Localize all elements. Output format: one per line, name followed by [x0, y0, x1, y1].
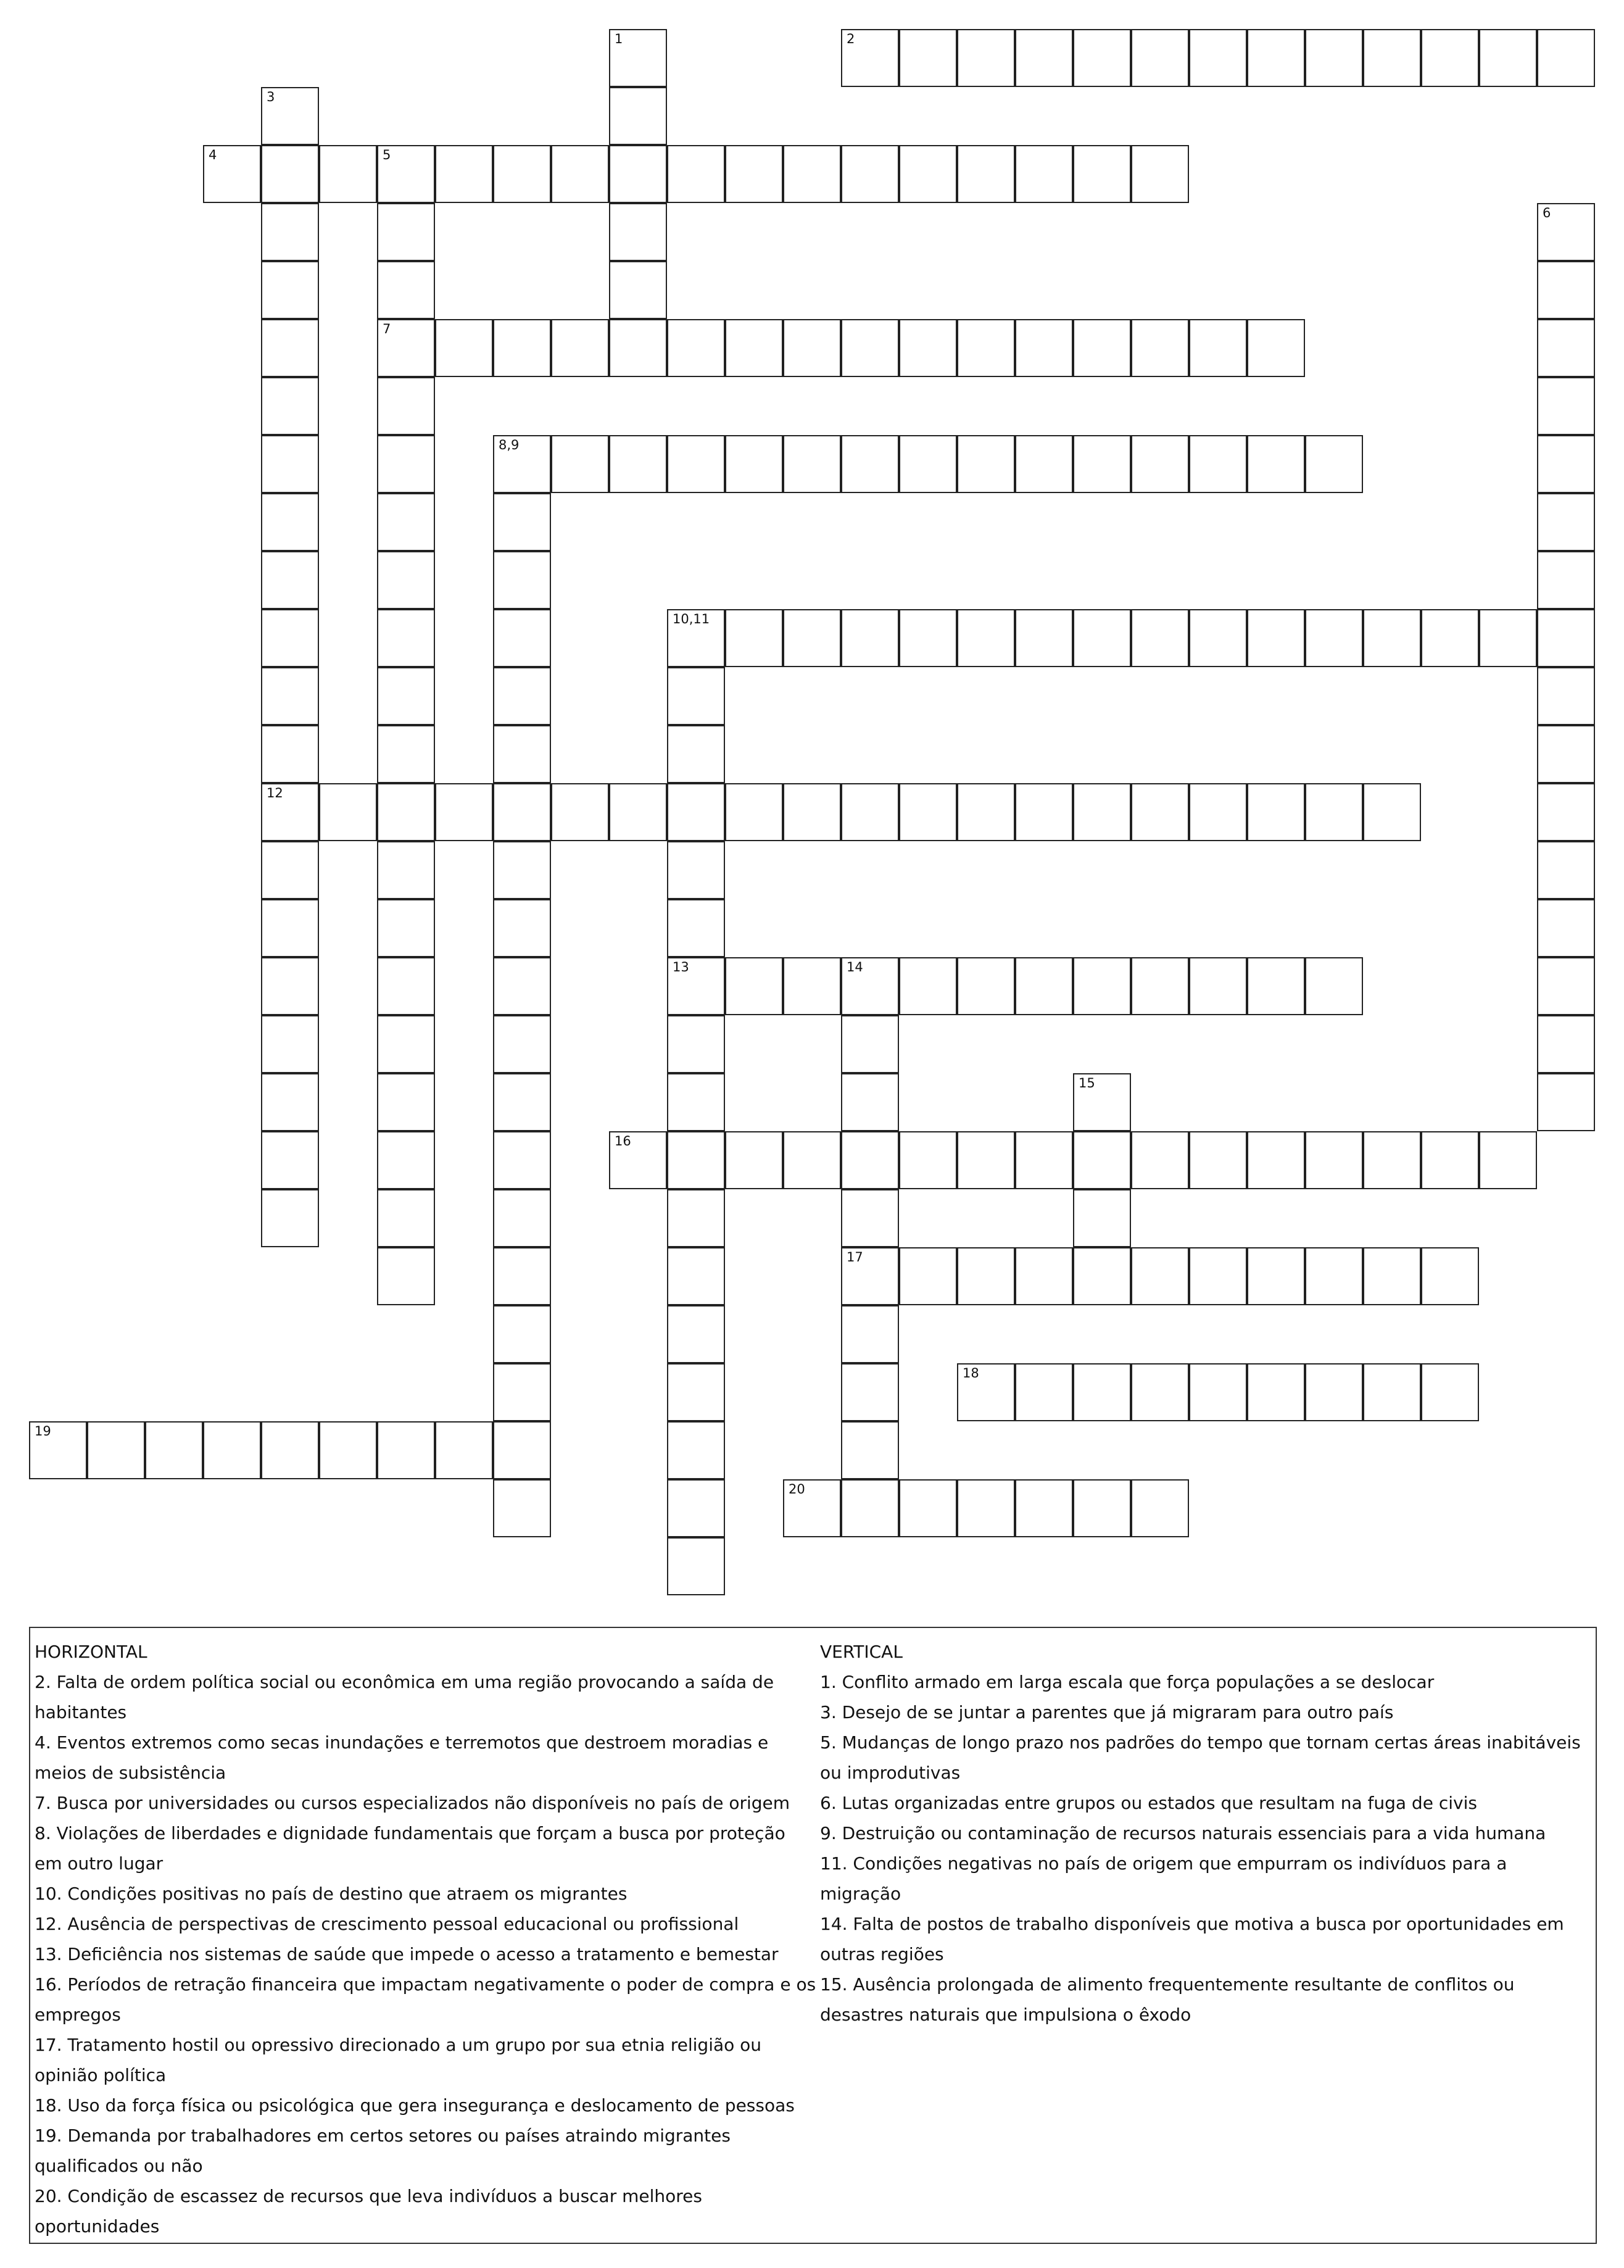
grid-cell[interactable]: [1247, 435, 1305, 493]
grid-cell[interactable]: [957, 1363, 1015, 1421]
grid-cell[interactable]: [957, 29, 1015, 87]
grid-cell[interactable]: [667, 957, 725, 1015]
clue-v-5: 5. Mudanças de longo prazo nos padrões do tempo que tornam certas áreas inabitáveis ou improdutivas: [820, 1732, 1581, 1783]
grid-cell[interactable]: [841, 29, 899, 87]
grid-cell[interactable]: [493, 435, 551, 493]
grid-cell[interactable]: [29, 1421, 87, 1479]
grid-cell[interactable]: [899, 783, 957, 841]
grid-cell[interactable]: [841, 783, 899, 841]
grid-cell[interactable]: [435, 145, 493, 203]
grid-cell[interactable]: [1305, 957, 1363, 1015]
grid-cell[interactable]: [1015, 609, 1073, 667]
grid-cell[interactable]: [493, 1421, 551, 1479]
clue-h-19: 19. Demanda por trabalhadores em certos setores ou países atraindo migrantes qualificados ou não: [35, 2125, 731, 2176]
clue-number: 16: [615, 1134, 631, 1149]
grid-cell[interactable]: [899, 435, 957, 493]
grid-cell[interactable]: [609, 203, 667, 261]
grid-cell[interactable]: [1363, 783, 1421, 841]
vertical-title: VERTICAL: [820, 1642, 903, 1662]
grid-cell[interactable]: [1421, 29, 1479, 87]
grid-cell[interactable]: [899, 1479, 957, 1537]
grid-cell[interactable]: [1247, 783, 1305, 841]
clue-h-17: 17. Tratamento hostil ou opressivo direcionado a um grupo por sua etnia religião ou opinião política: [35, 2035, 762, 2085]
grid-cell[interactable]: [841, 1073, 899, 1131]
grid-cell[interactable]: [377, 145, 435, 203]
grid-cell[interactable]: [377, 1247, 435, 1305]
grid-cell[interactable]: [841, 435, 899, 493]
grid-cell[interactable]: [783, 783, 841, 841]
grid-cell[interactable]: [261, 1131, 319, 1189]
grid-cell[interactable]: [1015, 29, 1073, 87]
grid-cell[interactable]: [609, 319, 667, 377]
grid-cell[interactable]: [493, 899, 551, 957]
grid-cell[interactable]: [493, 1189, 551, 1247]
grid-cell[interactable]: [377, 1421, 435, 1479]
clue-number: 12: [267, 786, 283, 800]
grid-cell[interactable]: [899, 609, 957, 667]
grid-cell[interactable]: [667, 1479, 725, 1537]
grid-cell[interactable]: [841, 1479, 899, 1537]
grid-cell[interactable]: [1421, 1131, 1479, 1189]
grid-cell[interactable]: [1189, 957, 1247, 1015]
grid-cell[interactable]: [1131, 29, 1189, 87]
grid-cell[interactable]: [783, 1479, 841, 1537]
grid-cell[interactable]: [1131, 435, 1189, 493]
grid-cell[interactable]: [377, 667, 435, 725]
grid-cell[interactable]: [261, 493, 319, 551]
grid-cell[interactable]: [377, 203, 435, 261]
grid-cell[interactable]: [609, 435, 667, 493]
grid-cell[interactable]: [1131, 1247, 1189, 1305]
grid-cell[interactable]: [783, 609, 841, 667]
grid-cell[interactable]: [957, 609, 1015, 667]
grid-cell[interactable]: [1131, 609, 1189, 667]
grid-cell[interactable]: [1537, 319, 1595, 377]
clue-number: 2: [847, 31, 855, 46]
grid-cell[interactable]: [87, 1421, 145, 1479]
grid-cell[interactable]: [1131, 783, 1189, 841]
grid-cell[interactable]: [261, 1015, 319, 1073]
grid-cell[interactable]: [1537, 551, 1595, 609]
clue-number: 4: [209, 147, 217, 162]
grid-cell[interactable]: [609, 145, 667, 203]
grid-cell[interactable]: [1131, 319, 1189, 377]
grid-cell[interactable]: [1363, 1363, 1421, 1421]
grid-cell[interactable]: [1537, 261, 1595, 319]
grid-cell[interactable]: [783, 1131, 841, 1189]
grid-cell[interactable]: [1479, 29, 1537, 87]
grid-cell[interactable]: [957, 957, 1015, 1015]
grid-cell[interactable]: [1189, 319, 1247, 377]
grid-cell[interactable]: [1189, 783, 1247, 841]
grid-cell[interactable]: [493, 1015, 551, 1073]
grid-cell[interactable]: [899, 957, 957, 1015]
clue-number: 20: [789, 1482, 805, 1497]
grid-cell[interactable]: [377, 435, 435, 493]
grid-cell[interactable]: [1305, 435, 1363, 493]
grid-cell[interactable]: [609, 29, 667, 87]
grid-cell[interactable]: [319, 145, 377, 203]
grid-cell[interactable]: [1015, 319, 1073, 377]
grid-cell[interactable]: [377, 957, 435, 1015]
grid-cell[interactable]: [667, 841, 725, 899]
grid-cell[interactable]: [667, 1131, 725, 1189]
clue-number: 14: [847, 960, 863, 974]
grid-cell[interactable]: [203, 145, 261, 203]
grid-cell[interactable]: [377, 551, 435, 609]
clue-number: 15: [1079, 1076, 1095, 1090]
clue-number: 5: [383, 147, 391, 162]
grid-cell[interactable]: [1073, 1189, 1131, 1247]
grid-cell[interactable]: [261, 783, 319, 841]
grid-cell[interactable]: [1073, 29, 1131, 87]
grid-cell[interactable]: [841, 1189, 899, 1247]
grid-cell[interactable]: [1073, 1363, 1131, 1421]
grid-cell[interactable]: [841, 1131, 899, 1189]
clue-number: 18: [963, 1366, 979, 1381]
grid-cell[interactable]: [1537, 783, 1595, 841]
grid-cell[interactable]: [1189, 1247, 1247, 1305]
clue-v-11: 11. Condições negativas no país de origem que empurram os indivíduos para a migração: [820, 1853, 1507, 1904]
grid-cell[interactable]: [261, 1189, 319, 1247]
grid-cell[interactable]: [1131, 1479, 1189, 1537]
grid-cell[interactable]: [841, 1015, 899, 1073]
grid-cell[interactable]: [377, 609, 435, 667]
grid-cell[interactable]: [493, 783, 551, 841]
grid-cell[interactable]: [1073, 1073, 1131, 1131]
grid-cell[interactable]: [1015, 435, 1073, 493]
grid-cell[interactable]: [1305, 609, 1363, 667]
grid-cell[interactable]: [493, 1363, 551, 1421]
clue-h-12: 12. Ausência de perspectivas de crescimento pessoal educacional ou profissional: [35, 1914, 739, 1934]
grid-cell[interactable]: [435, 1421, 493, 1479]
grid-cell[interactable]: [1421, 1363, 1479, 1421]
grid-cell[interactable]: [1537, 493, 1595, 551]
grid-cell[interactable]: [261, 841, 319, 899]
grid-cell[interactable]: [1247, 1131, 1305, 1189]
clue-v-6: 6. Lutas organizadas entre grupos ou estados que resultam na fuga de civis: [820, 1793, 1477, 1813]
grid-cell[interactable]: [725, 435, 783, 493]
grid-cell[interactable]: [377, 377, 435, 435]
grid-cell[interactable]: [1189, 609, 1247, 667]
grid-cell[interactable]: [493, 551, 551, 609]
grid-cell[interactable]: [319, 1421, 377, 1479]
grid-cell[interactable]: [1421, 609, 1479, 667]
grid-cell[interactable]: [667, 1421, 725, 1479]
grid-cell[interactable]: [261, 1073, 319, 1131]
grid-cell[interactable]: [841, 319, 899, 377]
grid-cell[interactable]: [1305, 29, 1363, 87]
grid-cell[interactable]: [667, 319, 725, 377]
grid-cell[interactable]: [841, 145, 899, 203]
grid-cell[interactable]: [551, 783, 609, 841]
grid-cell[interactable]: [1189, 1363, 1247, 1421]
grid-cell[interactable]: [493, 609, 551, 667]
grid-cell[interactable]: [1015, 145, 1073, 203]
grid-cell[interactable]: [551, 319, 609, 377]
grid-cell[interactable]: [377, 319, 435, 377]
grid-cell[interactable]: [1131, 145, 1189, 203]
grid-cell[interactable]: [377, 493, 435, 551]
clue-v-1: 1. Conflito armado em larga escala que força populações a se deslocar: [820, 1672, 1435, 1692]
grid-cell[interactable]: [261, 1421, 319, 1479]
grid-cell[interactable]: [1189, 1131, 1247, 1189]
clue-h-8: 8. Violações de liberdades e dignidade fundamentais que forçam a busca por proteção em outro lugar: [35, 1823, 785, 1874]
grid-cell[interactable]: [1189, 435, 1247, 493]
clue-v-15: 15. Ausência prolongada de alimento frequentemente resultante de conflitos ou desastres naturais que impulsiona o êxodo: [820, 1974, 1515, 2025]
grid-cell[interactable]: [435, 783, 493, 841]
grid-cell[interactable]: [1247, 1363, 1305, 1421]
grid-cell[interactable]: [667, 1305, 725, 1363]
grid-cell[interactable]: [841, 1305, 899, 1363]
grid-cell[interactable]: [261, 435, 319, 493]
grid-cell[interactable]: [957, 145, 1015, 203]
clue-h-13: 13. Deficiência nos sistemas de saúde que impede o acesso a tratamento e bemestar: [35, 1944, 779, 1964]
grid-cell[interactable]: [1363, 1131, 1421, 1189]
grid-cell[interactable]: [1537, 667, 1595, 725]
clue-h-10: 10. Condições positivas no país de destino que atraem os migrantes: [35, 1884, 628, 1904]
grid-cell[interactable]: [667, 783, 725, 841]
grid-cell[interactable]: [1015, 783, 1073, 841]
grid-cell[interactable]: [377, 899, 435, 957]
clue-h-7: 7. Busca por universidades ou cursos especializados não disponíveis no país de origem: [35, 1793, 790, 1813]
clue-number: 7: [383, 322, 391, 336]
grid-cell[interactable]: [261, 609, 319, 667]
grid-cell[interactable]: [841, 1363, 899, 1421]
grid-cell[interactable]: [261, 145, 319, 203]
grid-cell[interactable]: [1247, 29, 1305, 87]
clues-box: [29, 1627, 1597, 2244]
grid-cell[interactable]: [957, 783, 1015, 841]
grid-cell[interactable]: [493, 319, 551, 377]
grid-cell[interactable]: [1305, 1247, 1363, 1305]
grid-cell[interactable]: [667, 1363, 725, 1421]
grid-cell[interactable]: [1537, 435, 1595, 493]
grid-cell[interactable]: [203, 1421, 261, 1479]
grid-cell[interactable]: [1073, 319, 1131, 377]
grid-cell[interactable]: [493, 957, 551, 1015]
grid-cell[interactable]: [667, 1537, 725, 1595]
grid-cell[interactable]: [725, 957, 783, 1015]
grid-cell[interactable]: [493, 1131, 551, 1189]
grid-cell[interactable]: [1247, 957, 1305, 1015]
clue-h-18: 18. Uso da força física ou psicológica que gera insegurança e deslocamento de pessoas: [35, 2095, 795, 2116]
grid-cell[interactable]: [377, 1015, 435, 1073]
grid-cell[interactable]: [609, 1131, 667, 1189]
grid-cell[interactable]: [1305, 783, 1363, 841]
clue-number: 13: [673, 960, 689, 974]
grid-cell[interactable]: [261, 899, 319, 957]
grid-cell[interactable]: [667, 1015, 725, 1073]
horizontal-clues: [35, 1637, 818, 2241]
grid-cell[interactable]: [493, 493, 551, 551]
grid-cell[interactable]: [1537, 203, 1595, 261]
grid-cell[interactable]: [609, 783, 667, 841]
grid-cell[interactable]: [145, 1421, 203, 1479]
clue-v-14: 14. Falta de postos de trabalho disponíveis que motiva a busca por oportunidades em outras regiões: [820, 1914, 1564, 1964]
clue-v-3: 3. Desejo de se juntar a parentes que já migraram para outro país: [820, 1702, 1394, 1722]
grid-cell[interactable]: [261, 377, 319, 435]
grid-cell[interactable]: [899, 1247, 957, 1305]
grid-cell[interactable]: [1537, 841, 1595, 899]
clue-number: 19: [35, 1424, 51, 1439]
grid-cell[interactable]: [1305, 1131, 1363, 1189]
grid-cell[interactable]: [725, 1131, 783, 1189]
grid-cell[interactable]: [783, 145, 841, 203]
grid-cell[interactable]: [725, 145, 783, 203]
grid-cell[interactable]: [1537, 957, 1595, 1015]
grid-cell[interactable]: [667, 1073, 725, 1131]
grid-cell[interactable]: [957, 1479, 1015, 1537]
grid-cell[interactable]: [1537, 1073, 1595, 1131]
grid-cell[interactable]: [957, 319, 1015, 377]
grid-cell[interactable]: [493, 1305, 551, 1363]
clue-h-20: 20. Condição de escassez de recursos que leva indivíduos a buscar melhores oportunidades: [35, 2186, 702, 2237]
grid-cell[interactable]: [667, 667, 725, 725]
grid-cell[interactable]: [667, 725, 725, 783]
grid-cell[interactable]: [667, 899, 725, 957]
grid-cell[interactable]: [1073, 1479, 1131, 1537]
clue-h-4: 4. Eventos extremos como secas inundações e terremotos que destroem moradias e meios de subsistência: [35, 1732, 769, 1783]
grid-cell[interactable]: [493, 667, 551, 725]
grid-cell[interactable]: [261, 957, 319, 1015]
grid-cell[interactable]: [899, 145, 957, 203]
grid-cell[interactable]: [783, 957, 841, 1015]
clue-number: 17: [847, 1250, 863, 1265]
grid-cell[interactable]: [783, 435, 841, 493]
grid-cell[interactable]: [1073, 1131, 1131, 1189]
grid-cell[interactable]: [1363, 29, 1421, 87]
grid-cell[interactable]: [1131, 1131, 1189, 1189]
grid-cell[interactable]: [261, 319, 319, 377]
grid-cell[interactable]: [957, 1247, 1015, 1305]
grid-cell[interactable]: [1537, 1015, 1595, 1073]
grid-cell[interactable]: [1479, 609, 1537, 667]
grid-cell[interactable]: [261, 551, 319, 609]
grid-cell[interactable]: [1247, 1247, 1305, 1305]
grid-cell[interactable]: [377, 783, 435, 841]
grid-cell[interactable]: [957, 435, 1015, 493]
grid-cell[interactable]: [725, 609, 783, 667]
grid-cell[interactable]: [1073, 609, 1131, 667]
grid-cell[interactable]: [261, 87, 319, 145]
grid-cell[interactable]: [667, 1189, 725, 1247]
grid-cell[interactable]: [841, 1421, 899, 1479]
grid-cell[interactable]: [1247, 319, 1305, 377]
grid-cell[interactable]: [957, 1131, 1015, 1189]
grid-cell[interactable]: [783, 319, 841, 377]
grid-cell[interactable]: [609, 87, 667, 145]
grid-cell[interactable]: [1479, 1131, 1537, 1189]
grid-cell[interactable]: [1537, 725, 1595, 783]
grid-cell[interactable]: [493, 145, 551, 203]
clue-number: 3: [267, 89, 275, 104]
grid-cell[interactable]: [261, 725, 319, 783]
grid-cell[interactable]: [1537, 899, 1595, 957]
grid-cell[interactable]: [667, 145, 725, 203]
grid-cell[interactable]: [1015, 1131, 1073, 1189]
grid-cell[interactable]: [1537, 29, 1595, 87]
clue-number: 1: [615, 31, 623, 46]
grid-cell[interactable]: [377, 1131, 435, 1189]
grid-cell[interactable]: [551, 435, 609, 493]
grid-cell[interactable]: [493, 725, 551, 783]
grid-cell[interactable]: [1421, 1247, 1479, 1305]
grid-cell[interactable]: [435, 319, 493, 377]
grid-cell[interactable]: [493, 1479, 551, 1537]
vertical-clues: [820, 1637, 1591, 2030]
grid-cell[interactable]: [261, 261, 319, 319]
grid-cell[interactable]: [1073, 783, 1131, 841]
grid-cell[interactable]: [725, 319, 783, 377]
grid-cell[interactable]: [1537, 609, 1595, 667]
clue-v-9: 9. Destruição ou contaminação de recursos naturais essenciais para a vida humana: [820, 1823, 1546, 1843]
grid-cell[interactable]: [725, 783, 783, 841]
grid-cell[interactable]: [841, 957, 899, 1015]
grid-cell[interactable]: [667, 609, 725, 667]
grid-cell[interactable]: [899, 319, 957, 377]
grid-cell[interactable]: [609, 261, 667, 319]
grid-cell[interactable]: [1537, 377, 1595, 435]
grid-cell[interactable]: [377, 261, 435, 319]
grid-cell[interactable]: [1363, 1247, 1421, 1305]
clue-number: 6: [1543, 206, 1551, 220]
grid-cell[interactable]: [493, 1247, 551, 1305]
grid-cell[interactable]: [1247, 609, 1305, 667]
grid-cell[interactable]: [899, 1131, 957, 1189]
grid-cell[interactable]: [1305, 1363, 1363, 1421]
clue-number: 10,11: [673, 612, 710, 626]
grid-cell[interactable]: [1073, 957, 1131, 1015]
grid-cell[interactable]: [1131, 1363, 1189, 1421]
grid-cell[interactable]: [1015, 1363, 1073, 1421]
grid-cell[interactable]: [319, 783, 377, 841]
grid-cell[interactable]: [1015, 1247, 1073, 1305]
horizontal-title: HORIZONTAL: [35, 1642, 147, 1662]
grid-cell[interactable]: [493, 841, 551, 899]
grid-cell[interactable]: [377, 1073, 435, 1131]
grid-cell[interactable]: [1189, 29, 1247, 87]
grid-cell[interactable]: [1015, 957, 1073, 1015]
clue-h-2: 2. Falta de ordem política social ou econômica em uma região provocando a saída de habitantes: [35, 1672, 774, 1722]
grid-cell[interactable]: [841, 609, 899, 667]
grid-cell[interactable]: [377, 841, 435, 899]
clue-number: 8,9: [499, 438, 520, 452]
grid-cell[interactable]: [377, 725, 435, 783]
grid-cell[interactable]: [493, 1073, 551, 1131]
clue-h-16: 16. Períodos de retração financeira que impactam negativamente o poder de compra e os empregos: [35, 1974, 816, 2025]
grid-cell[interactable]: [1131, 957, 1189, 1015]
grid-cell[interactable]: [1073, 1247, 1131, 1305]
grid-cell[interactable]: [899, 29, 957, 87]
grid-cell[interactable]: [261, 667, 319, 725]
grid-cell[interactable]: [377, 1189, 435, 1247]
grid-cell[interactable]: [1015, 1479, 1073, 1537]
grid-cell[interactable]: [841, 1247, 899, 1305]
grid-cell[interactable]: [1363, 609, 1421, 667]
grid-cell[interactable]: [1073, 435, 1131, 493]
grid-cell[interactable]: [261, 203, 319, 261]
grid-cell[interactable]: [667, 1247, 725, 1305]
grid-cell[interactable]: [551, 145, 609, 203]
grid-cell[interactable]: [667, 435, 725, 493]
grid-cell[interactable]: [1073, 145, 1131, 203]
